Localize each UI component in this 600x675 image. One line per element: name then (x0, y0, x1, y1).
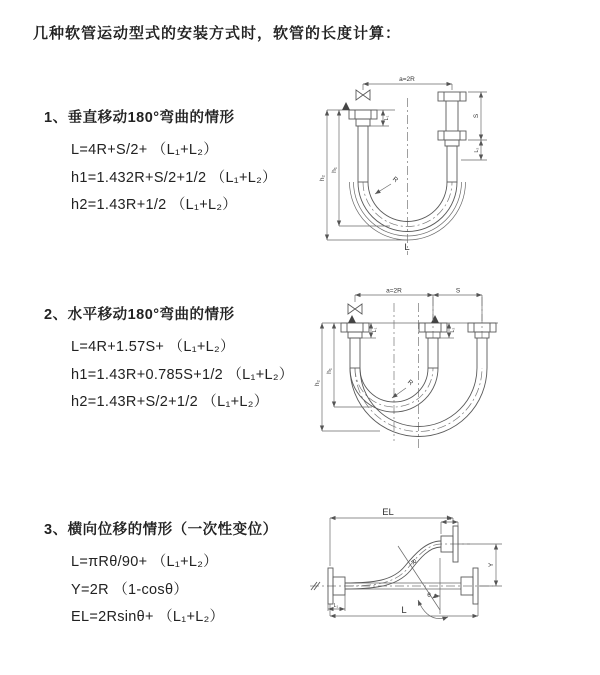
dim-y: Y (488, 562, 495, 568)
diagram-vertical-180-bend (315, 70, 570, 265)
left-fitting (342, 102, 377, 182)
dim-l: L (401, 605, 407, 616)
valve-icon (348, 304, 362, 314)
dim-s: S (455, 287, 461, 295)
page-title: 几种软管运动型式的安装方式时，软管的长度计算： (33, 25, 402, 42)
dim-h2: h₂ (319, 174, 326, 182)
section-horizontal-180 (44, 303, 334, 417)
dim-h1: h₁ (326, 368, 333, 374)
dim-l2: L₂ (446, 515, 452, 522)
valve-icon (356, 90, 370, 100)
section-1-heading: 1、垂直移动180°弯曲的情形 (44, 110, 235, 126)
section-2-heading: 2、水平移动180°弯曲的情形 (44, 307, 235, 323)
label-radius: R (409, 558, 418, 567)
formula-line: h1=1.43R+0.785S+1/2 （L₁+L₂） (71, 366, 294, 383)
formula-line: L=4R+S/2+ （L₁+L₂） (71, 142, 219, 158)
formula-line: h2=1.43R+S/2+1/2 （L₁+L₂） (71, 394, 269, 410)
formula-line: h1=1.432R+S/2+1/2 （L₁+L₂） (71, 169, 277, 186)
dim-s: S (473, 113, 480, 119)
dim-h2: h₂ (314, 379, 321, 387)
dim-l1: L₁ (384, 115, 390, 121)
label-radius: R (405, 378, 415, 388)
dim-a-2r: a=2R (386, 287, 402, 295)
dim-l1: L₁ (372, 327, 378, 333)
left-fitting (341, 315, 369, 368)
formula-line: Y=2R （1-cosθ） (71, 581, 189, 598)
hose-s-curve (345, 541, 470, 589)
right-fitting (438, 92, 466, 182)
diagram-horizontal-180-bend (310, 283, 560, 463)
hose-u-bend-shifted (350, 338, 487, 437)
middle-fitting (419, 315, 447, 368)
dim-l1: L₁ (333, 603, 339, 609)
formula-line: h2=1.43R+1/2 （L₁+L₂） (71, 197, 238, 213)
dim-h1: h₁ (331, 167, 338, 173)
formula-line: L=πRθ/90+ （L₁+L₂） (71, 554, 218, 570)
label-radius: R (390, 175, 400, 185)
dim-el: EL (382, 507, 394, 518)
diagram-lateral-displacement (298, 498, 570, 646)
dim-l2: L₂ (474, 147, 480, 153)
dimension-lines (314, 288, 482, 432)
section-lateral-displacement (44, 518, 334, 632)
label-length: L (404, 242, 410, 253)
dim-a-2r: a=2R (399, 76, 415, 83)
dim-l2: L₂ (450, 327, 456, 333)
section-3-heading: 3、横向位移的情形（一次性变位） (44, 522, 278, 538)
section-vertical-180 (44, 106, 334, 220)
formula-line: L=4R+1.57S+ （L₁+L₂） (71, 339, 235, 355)
dimension-lines (319, 76, 487, 253)
formula-line: EL=2Rsinθ+ （L₁+L₂） (71, 609, 225, 625)
label-theta: θ (427, 592, 431, 599)
